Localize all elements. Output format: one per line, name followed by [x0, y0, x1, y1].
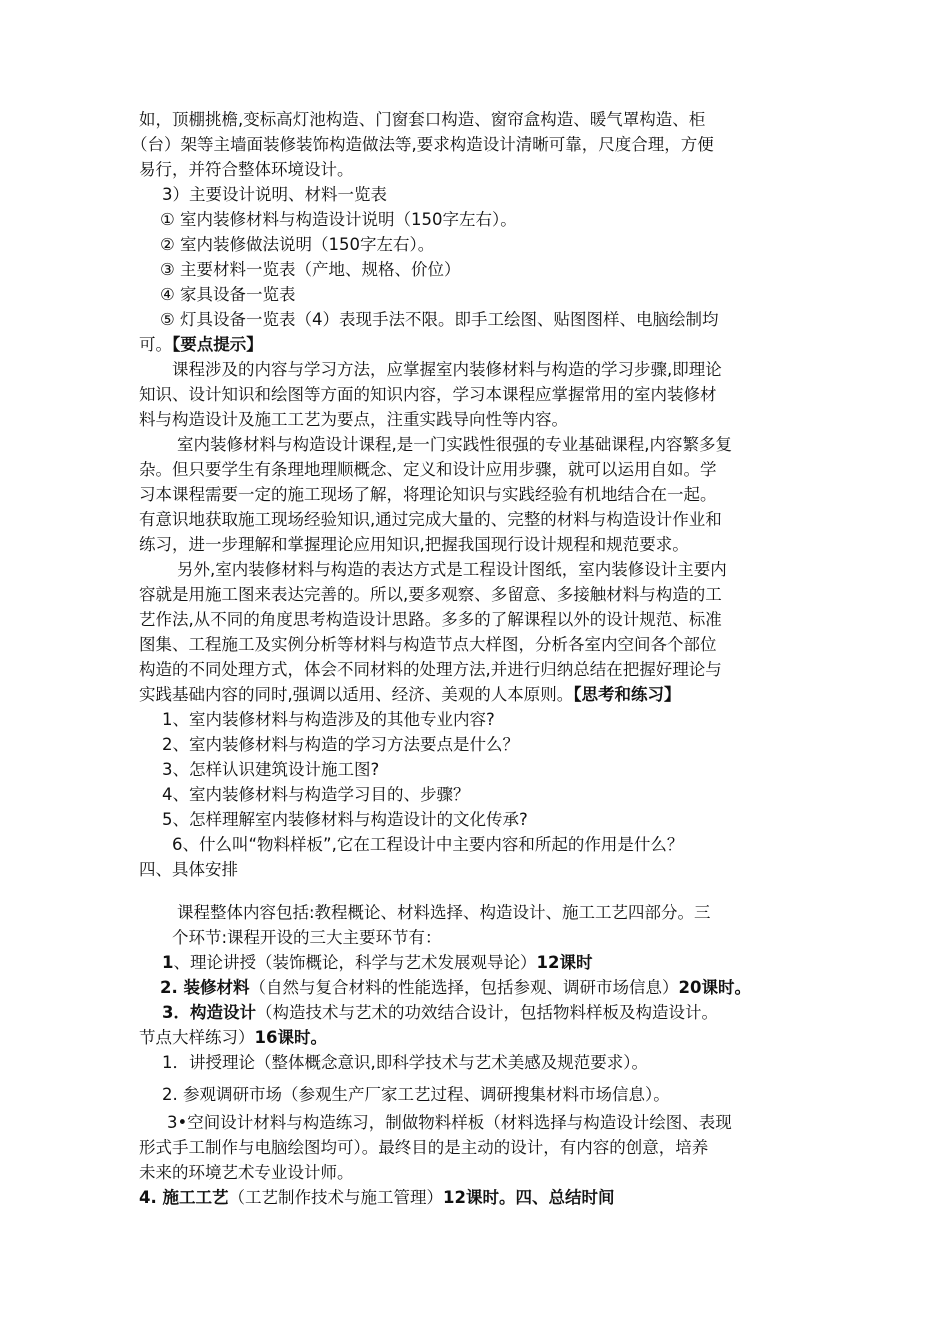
paragraph-line: 构造的不同处理方式，体会不同材料的处理方法,并进行归纳总结在把握好理论与: [139, 660, 722, 679]
list-item: ③ 主要材料一览表（产地、规格、价位）: [160, 260, 461, 279]
exercise-item: 6、什么叫“物料样板”,它在工程设计中主要内容和所起的作用是什么？: [172, 835, 684, 854]
paragraph-line: 料与构造设计及施工工艺为要点，注重实践导向性等内容。: [139, 410, 568, 429]
exercise-item: 2、室内装修材料与构造的学习方法要点是什么？: [162, 735, 519, 754]
section-title: 四、具体安排: [139, 860, 238, 879]
exercise-item: 3、怎样认识建筑设计施工图?: [162, 760, 380, 779]
exercise-item: 5、怎样理解室内装修材料与构造设计的文化传承?: [162, 810, 528, 829]
schedule-item: 1、理论讲授（装饰概论，科学与艺术发展观导论）12课时: [162, 953, 593, 972]
heading-exercises: 【思考和练习】: [573, 685, 681, 704]
schedule-item: 节点大样练习）16课时。: [139, 1028, 327, 1047]
schedule-item: 2. 装修材料（自然与复合材料的性能选择，包括参观、调研市场信息）20课时。: [160, 978, 751, 997]
paragraph-line: 图集、工程施工及实例分析等材料与构造节点大样图，分析各室内空间各个部位: [139, 635, 717, 654]
step-item: 未来的环境艺术专业设计师。: [139, 1163, 354, 1182]
exercise-item: 1、室内装修材料与构造涉及的其他专业内容?: [162, 710, 495, 729]
heading-key-points: 【要点提示】: [172, 335, 263, 354]
step-item: 3•空间设计材料与构造练习，制做物料样板（材料选择与构造设计绘图、表现: [167, 1113, 732, 1132]
step-item: 形式手工制作与电脑绘图均可）。最终目的是主动的设计，有内容的创意，培养: [139, 1138, 709, 1157]
exercise-item: 4、室内装修材料与构造学习目的、步骤？: [162, 785, 470, 804]
schedule-item: 4. 施工工艺（工艺制作技术与施工管理）12课时。四、总结时间: [139, 1188, 615, 1207]
step-item: 2. 参观调研市场（参观生产厂家工艺过程、调研搜集材料市场信息）。: [162, 1085, 670, 1104]
schedule-item: 3．构造设计（构造技术与艺术的功效结合设计，包括物料样板及构造设计。: [162, 1003, 718, 1022]
paragraph-line: 课程整体内容包括:教程概论、材料选择、构造设计、施工工艺四部分。三: [177, 903, 711, 922]
list-item: ⑤ 灯具设备一览表（4）表现手法不限。即手工绘图、贴图图样、电脑绘制均: [160, 310, 719, 329]
list-item: ② 室内装修做法说明（150字左右）。: [160, 235, 435, 254]
paragraph-line: 另外,室内装修材料与构造的表达方式是工程设计图纸，室内装修设计主要内: [177, 560, 727, 579]
body-line: 易行，并符合整体环境设计。: [139, 160, 354, 179]
paragraph-line: 杂。但只要学生有条理地理顺概念、定义和设计应用步骤，就可以运用自如。学: [139, 460, 717, 479]
paragraph-line: 室内装修材料与构造设计课程,是一门实践性很强的专业基础课程,内容繁多复: [177, 435, 732, 454]
list-item: ④ 家具设备一览表: [160, 285, 296, 304]
paragraph-line: 容就是用施工图来表达完善的。所以,要多观察、多留意、多接触材料与构造的工: [139, 585, 722, 604]
paragraph-line: 课程涉及的内容与学习方法，应掌握室内装修材料与构造的学习步骤,即理论: [172, 360, 722, 379]
paragraph-line: 知识、设计知识和绘图等方面的知识内容，学习本课程应掌握常用的室内装修材: [139, 385, 717, 404]
body-line: 可。【要点提示】: [139, 335, 263, 354]
paragraph-line: 练习，进一步理解和掌握理论应用知识,把握我国现行设计规程和规范要求。: [139, 535, 689, 554]
paragraph-line: 艺作法,从不同的角度思考构造设计思路。多多的了解课程以外的设计规范、标准: [139, 610, 722, 629]
paragraph-line: 习本课程需要一定的施工现场了解，将理论知识与实践经验有机地结合在一起。: [139, 485, 717, 504]
paragraph-line: 有意识地获取施工现场经验知识,通过完成大量的、完整的材料与构造设计作业和: [139, 510, 722, 529]
paragraph-line: 个环节:课程开设的三大主要环节有：: [172, 928, 442, 947]
body-line: （台）架等主墙面装修装饰构造做法等,要求构造设计清晰可靠，尺度合理，方便: [131, 135, 714, 154]
body-line: 如，顶棚挑檐,变标高灯池构造、门窗套口构造、窗帘盒构造、暖气罩构造、柜: [139, 110, 706, 129]
step-item: 1．讲授理论（整体概念意识,即科学技术与艺术美感及规范要求）。: [162, 1053, 648, 1072]
list-item: ① 室内装修材料与构造设计说明（150字左右）。: [160, 210, 517, 229]
section-heading: 3）主要设计说明、材料一览表: [162, 185, 387, 204]
paragraph-line: 实践基础内容的同时,强调以适用、经济、美观的人本原则。【思考和练习】: [139, 685, 681, 704]
